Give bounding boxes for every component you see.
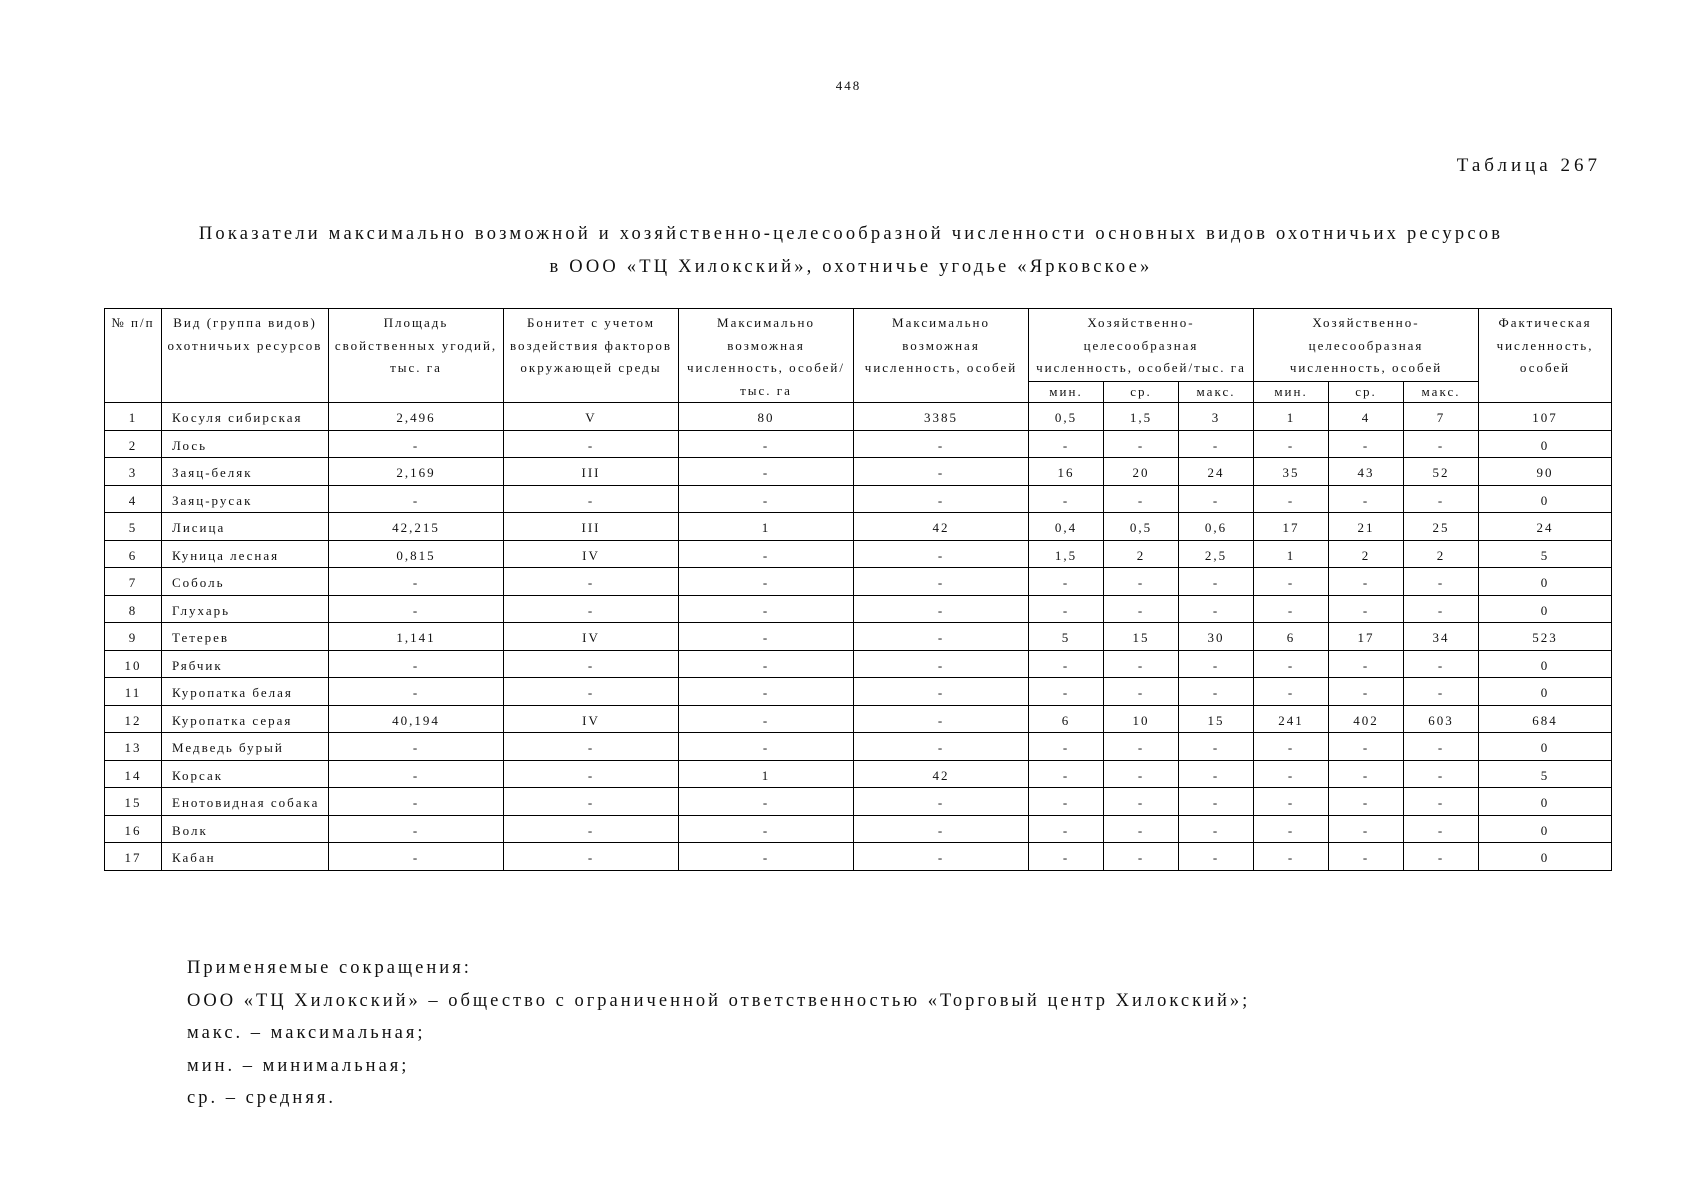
max-count-cell: - bbox=[854, 623, 1029, 651]
econ-density-avg-cell: 15 bbox=[1104, 623, 1179, 651]
table-title-line-2: в ООО «ТЦ Хилокский», охотничье угодье «Ярковское» bbox=[549, 257, 1153, 277]
econ-density-avg-cell: - bbox=[1104, 678, 1179, 706]
econ-count-min-cell: 6 bbox=[1254, 623, 1329, 651]
area-cell: - bbox=[329, 788, 504, 816]
econ-count-avg-cell: 21 bbox=[1329, 513, 1404, 541]
header-econ-count-min: мин. bbox=[1254, 381, 1329, 402]
table-row bbox=[105, 815, 1612, 843]
table-row bbox=[105, 568, 1612, 596]
header-econ-density: Хозяйственно-целесообразная численность, особей/тыс. га bbox=[1029, 309, 1254, 382]
actual-count-cell: 0 bbox=[1479, 678, 1612, 706]
max-count-cell: - bbox=[854, 650, 1029, 678]
econ-density-max-cell: - bbox=[1179, 788, 1254, 816]
note-item: ООО «ТЦ Хилокский» – общество с ограниченной ответственностью «Торговый центр Хилокский»; bbox=[187, 990, 1251, 1011]
max-density-cell: - bbox=[679, 650, 854, 678]
econ-density-avg-cell: - bbox=[1104, 430, 1179, 458]
econ-count-min-cell: - bbox=[1254, 843, 1329, 871]
bonitet-cell: III bbox=[504, 458, 679, 486]
page-number: 448 bbox=[835, 78, 862, 93]
max-density-cell: - bbox=[679, 705, 854, 733]
actual-count-cell: 684 bbox=[1479, 705, 1612, 733]
econ-count-min-cell: 35 bbox=[1254, 458, 1329, 486]
row-number-cell: 15 bbox=[105, 788, 162, 816]
header-econ-count-avg: ср. bbox=[1329, 381, 1404, 402]
table-row bbox=[105, 430, 1612, 458]
econ-count-max-cell: 25 bbox=[1404, 513, 1479, 541]
max-count-cell: - bbox=[854, 705, 1029, 733]
table-row bbox=[105, 513, 1612, 541]
species-name-cell: Куропатка белая bbox=[162, 678, 329, 706]
area-cell: 42,215 bbox=[329, 513, 504, 541]
max-density-cell: - bbox=[679, 788, 854, 816]
table-title bbox=[96, 218, 1606, 284]
econ-density-max-cell: - bbox=[1179, 733, 1254, 761]
econ-density-min-cell: - bbox=[1029, 650, 1104, 678]
table-row bbox=[105, 595, 1612, 623]
table-row bbox=[105, 678, 1612, 706]
econ-count-min-cell: 1 bbox=[1254, 403, 1329, 431]
area-cell: - bbox=[329, 678, 504, 706]
econ-count-max-cell: - bbox=[1404, 788, 1479, 816]
econ-count-avg-cell: 2 bbox=[1329, 540, 1404, 568]
max-density-cell: 1 bbox=[679, 513, 854, 541]
max-density-cell: - bbox=[679, 485, 854, 513]
table-row bbox=[105, 733, 1612, 761]
econ-count-max-cell: 2 bbox=[1404, 540, 1479, 568]
max-density-cell: - bbox=[679, 595, 854, 623]
bonitet-cell: - bbox=[504, 650, 679, 678]
bonitet-cell: - bbox=[504, 430, 679, 458]
actual-count-cell: 523 bbox=[1479, 623, 1612, 651]
header-econ-count-max: макс. bbox=[1404, 381, 1479, 402]
header-max-density: Максимально возможная численность, особей/тыс. га bbox=[679, 309, 854, 403]
species-name-cell: Соболь bbox=[162, 568, 329, 596]
header-num: № п/п bbox=[105, 309, 162, 403]
table-row bbox=[105, 760, 1612, 788]
econ-count-max-cell: - bbox=[1404, 595, 1479, 623]
actual-count-cell: 0 bbox=[1479, 595, 1612, 623]
econ-count-max-cell: - bbox=[1404, 430, 1479, 458]
econ-density-max-cell: - bbox=[1179, 485, 1254, 513]
econ-density-min-cell: - bbox=[1029, 678, 1104, 706]
econ-count-max-cell: - bbox=[1404, 650, 1479, 678]
area-cell: - bbox=[329, 568, 504, 596]
table-row bbox=[105, 540, 1612, 568]
econ-count-avg-cell: 17 bbox=[1329, 623, 1404, 651]
row-number-cell: 16 bbox=[105, 815, 162, 843]
row-number-cell: 6 bbox=[105, 540, 162, 568]
actual-count-cell: 0 bbox=[1479, 430, 1612, 458]
econ-density-min-cell: - bbox=[1029, 430, 1104, 458]
actual-count-cell: 0 bbox=[1479, 788, 1612, 816]
actual-count-cell: 0 bbox=[1479, 815, 1612, 843]
bonitet-cell: - bbox=[504, 843, 679, 871]
row-number-cell: 2 bbox=[105, 430, 162, 458]
econ-count-min-cell: - bbox=[1254, 815, 1329, 843]
table-row bbox=[105, 705, 1612, 733]
max-density-cell: - bbox=[679, 568, 854, 596]
econ-density-max-cell: 0,6 bbox=[1179, 513, 1254, 541]
row-number-cell: 7 bbox=[105, 568, 162, 596]
max-count-cell: - bbox=[854, 430, 1029, 458]
actual-count-cell: 0 bbox=[1479, 843, 1612, 871]
row-number-cell: 14 bbox=[105, 760, 162, 788]
row-number-cell: 17 bbox=[105, 843, 162, 871]
econ-count-avg-cell: 402 bbox=[1329, 705, 1404, 733]
table-caption: Таблица 267 bbox=[1456, 155, 1601, 176]
econ-count-max-cell: - bbox=[1404, 568, 1479, 596]
area-cell: - bbox=[329, 760, 504, 788]
econ-count-max-cell: 7 bbox=[1404, 403, 1479, 431]
econ-density-avg-cell: 2 bbox=[1104, 540, 1179, 568]
econ-count-min-cell: - bbox=[1254, 760, 1329, 788]
econ-density-avg-cell: 20 bbox=[1104, 458, 1179, 486]
table-row bbox=[105, 458, 1612, 486]
max-count-cell: - bbox=[854, 595, 1029, 623]
econ-count-min-cell: - bbox=[1254, 430, 1329, 458]
row-number-cell: 3 bbox=[105, 458, 162, 486]
table-row bbox=[105, 788, 1612, 816]
econ-count-min-cell: 17 bbox=[1254, 513, 1329, 541]
row-number-cell: 9 bbox=[105, 623, 162, 651]
area-cell: 1,141 bbox=[329, 623, 504, 651]
max-count-cell: - bbox=[854, 733, 1029, 761]
econ-density-max-cell: - bbox=[1179, 568, 1254, 596]
econ-density-avg-cell: 0,5 bbox=[1104, 513, 1179, 541]
econ-count-max-cell: - bbox=[1404, 843, 1479, 871]
header-area: Площадь свойственных угодий, тыс. га bbox=[329, 309, 504, 403]
econ-count-min-cell: - bbox=[1254, 650, 1329, 678]
actual-count-cell: 0 bbox=[1479, 485, 1612, 513]
row-number-cell: 5 bbox=[105, 513, 162, 541]
econ-count-avg-cell: - bbox=[1329, 733, 1404, 761]
bonitet-cell: - bbox=[504, 568, 679, 596]
actual-count-cell: 0 bbox=[1479, 650, 1612, 678]
econ-density-min-cell: - bbox=[1029, 733, 1104, 761]
note-item: мин. – минимальная; bbox=[187, 1055, 410, 1076]
econ-count-avg-cell: - bbox=[1329, 568, 1404, 596]
econ-count-max-cell: 603 bbox=[1404, 705, 1479, 733]
econ-density-max-cell: - bbox=[1179, 843, 1254, 871]
max-count-cell: 42 bbox=[854, 513, 1029, 541]
econ-count-avg-cell: - bbox=[1329, 815, 1404, 843]
econ-density-min-cell: - bbox=[1029, 760, 1104, 788]
econ-count-min-cell: - bbox=[1254, 485, 1329, 513]
species-name-cell: Рябчик bbox=[162, 650, 329, 678]
bonitet-cell: IV bbox=[504, 705, 679, 733]
econ-density-avg-cell: - bbox=[1104, 733, 1179, 761]
header-species: Вид (группа видов) охотничьих ресурсов bbox=[162, 309, 329, 403]
row-number-cell: 1 bbox=[105, 403, 162, 431]
econ-density-max-cell: - bbox=[1179, 760, 1254, 788]
header-bonitet: Бонитет с учетом воздействия факторов окружающей среды bbox=[504, 309, 679, 403]
bonitet-cell: - bbox=[504, 788, 679, 816]
bonitet-cell: - bbox=[504, 733, 679, 761]
row-number-cell: 4 bbox=[105, 485, 162, 513]
species-name-cell: Глухарь bbox=[162, 595, 329, 623]
max-count-cell: - bbox=[854, 815, 1029, 843]
econ-density-min-cell: - bbox=[1029, 595, 1104, 623]
species-name-cell: Заяц-беляк bbox=[162, 458, 329, 486]
actual-count-cell: 5 bbox=[1479, 760, 1612, 788]
bonitet-cell: IV bbox=[504, 623, 679, 651]
max-count-cell: - bbox=[854, 843, 1029, 871]
max-count-cell: 3385 bbox=[854, 403, 1029, 431]
econ-density-max-cell: - bbox=[1179, 815, 1254, 843]
econ-density-min-cell: 0,5 bbox=[1029, 403, 1104, 431]
econ-count-min-cell: - bbox=[1254, 788, 1329, 816]
max-density-cell: - bbox=[679, 843, 854, 871]
max-count-cell: 42 bbox=[854, 760, 1029, 788]
notes-heading: Применяемые сокращения: bbox=[187, 958, 472, 978]
econ-count-max-cell: - bbox=[1404, 678, 1479, 706]
species-name-cell: Кабан bbox=[162, 843, 329, 871]
econ-density-min-cell: - bbox=[1029, 788, 1104, 816]
econ-density-max-cell: 30 bbox=[1179, 623, 1254, 651]
econ-density-max-cell: 15 bbox=[1179, 705, 1254, 733]
econ-count-max-cell: - bbox=[1404, 760, 1479, 788]
species-name-cell: Волк bbox=[162, 815, 329, 843]
header-max-count: Максимально возможная численность, особей bbox=[854, 309, 1029, 403]
econ-density-min-cell: - bbox=[1029, 485, 1104, 513]
econ-count-avg-cell: - bbox=[1329, 678, 1404, 706]
max-density-cell: - bbox=[679, 815, 854, 843]
econ-count-avg-cell: - bbox=[1329, 485, 1404, 513]
econ-density-min-cell: 6 bbox=[1029, 705, 1104, 733]
area-cell: - bbox=[329, 595, 504, 623]
econ-density-avg-cell: 10 bbox=[1104, 705, 1179, 733]
actual-count-cell: 107 bbox=[1479, 403, 1612, 431]
bonitet-cell: - bbox=[504, 595, 679, 623]
area-cell: 40,194 bbox=[329, 705, 504, 733]
header-econ-count: Хозяйственно-целесообразная численность, особей bbox=[1254, 309, 1479, 382]
row-number-cell: 11 bbox=[105, 678, 162, 706]
table-row bbox=[105, 485, 1612, 513]
econ-density-min-cell: 1,5 bbox=[1029, 540, 1104, 568]
bonitet-cell: V bbox=[504, 403, 679, 431]
econ-density-max-cell: - bbox=[1179, 430, 1254, 458]
econ-count-avg-cell: - bbox=[1329, 650, 1404, 678]
area-cell: - bbox=[329, 733, 504, 761]
max-count-cell: - bbox=[854, 540, 1029, 568]
max-density-cell: 80 bbox=[679, 403, 854, 431]
econ-density-max-cell: - bbox=[1179, 595, 1254, 623]
econ-count-avg-cell: 43 bbox=[1329, 458, 1404, 486]
table-row bbox=[105, 650, 1612, 678]
species-name-cell: Корсак bbox=[162, 760, 329, 788]
table-row bbox=[105, 843, 1612, 871]
econ-count-max-cell: - bbox=[1404, 485, 1479, 513]
econ-density-avg-cell: 1,5 bbox=[1104, 403, 1179, 431]
econ-density-avg-cell: - bbox=[1104, 650, 1179, 678]
area-cell: - bbox=[329, 843, 504, 871]
note-item: макс. – максимальная; bbox=[187, 1023, 426, 1043]
bonitet-cell: IV bbox=[504, 540, 679, 568]
max-count-cell: - bbox=[854, 788, 1029, 816]
species-name-cell: Лось bbox=[162, 430, 329, 458]
header-econ-density-min: мин. bbox=[1029, 381, 1104, 402]
max-count-cell: - bbox=[854, 678, 1029, 706]
note-item: ср. – средняя. bbox=[187, 1088, 336, 1108]
econ-count-avg-cell: - bbox=[1329, 595, 1404, 623]
econ-density-avg-cell: - bbox=[1104, 595, 1179, 623]
species-name-cell: Тетерев bbox=[162, 623, 329, 651]
area-cell: 2,169 bbox=[329, 458, 504, 486]
bonitet-cell: III bbox=[504, 513, 679, 541]
econ-count-max-cell: 34 bbox=[1404, 623, 1479, 651]
area-cell: - bbox=[329, 485, 504, 513]
header-actual: Фактическая численность, особей bbox=[1479, 309, 1612, 403]
econ-density-avg-cell: - bbox=[1104, 815, 1179, 843]
econ-density-avg-cell: - bbox=[1104, 568, 1179, 596]
actual-count-cell: 5 bbox=[1479, 540, 1612, 568]
actual-count-cell: 90 bbox=[1479, 458, 1612, 486]
species-name-cell: Куропатка серая bbox=[162, 705, 329, 733]
actual-count-cell: 0 bbox=[1479, 733, 1612, 761]
species-name-cell: Куница лесная bbox=[162, 540, 329, 568]
econ-density-max-cell: 24 bbox=[1179, 458, 1254, 486]
species-name-cell: Медведь бурый bbox=[162, 733, 329, 761]
econ-count-min-cell: 241 bbox=[1254, 705, 1329, 733]
bonitet-cell: - bbox=[504, 678, 679, 706]
row-number-cell: 12 bbox=[105, 705, 162, 733]
actual-count-cell: 0 bbox=[1479, 568, 1612, 596]
species-name-cell: Лисица bbox=[162, 513, 329, 541]
table-title-line-1: Показатели максимально возможной и хозяйственно-целесообразной численности основных видов охотничьих ресурсов bbox=[198, 224, 1504, 244]
econ-density-min-cell: - bbox=[1029, 568, 1104, 596]
table-row bbox=[105, 623, 1612, 651]
max-density-cell: - bbox=[679, 458, 854, 486]
bonitet-cell: - bbox=[504, 815, 679, 843]
row-number-cell: 10 bbox=[105, 650, 162, 678]
econ-count-min-cell: - bbox=[1254, 678, 1329, 706]
econ-density-min-cell: - bbox=[1029, 815, 1104, 843]
species-name-cell: Косуля сибирская bbox=[162, 403, 329, 431]
max-count-cell: - bbox=[854, 568, 1029, 596]
max-density-cell: - bbox=[679, 623, 854, 651]
row-number-cell: 13 bbox=[105, 733, 162, 761]
species-name-cell: Заяц-русак bbox=[162, 485, 329, 513]
econ-density-max-cell: 3 bbox=[1179, 403, 1254, 431]
econ-density-avg-cell: - bbox=[1104, 485, 1179, 513]
econ-count-min-cell: 1 bbox=[1254, 540, 1329, 568]
econ-count-avg-cell: - bbox=[1329, 430, 1404, 458]
econ-density-max-cell: - bbox=[1179, 650, 1254, 678]
area-cell: - bbox=[329, 815, 504, 843]
header-econ-density-max: макс. bbox=[1179, 381, 1254, 402]
econ-count-min-cell: - bbox=[1254, 733, 1329, 761]
bonitet-cell: - bbox=[504, 485, 679, 513]
econ-count-avg-cell: - bbox=[1329, 760, 1404, 788]
econ-density-avg-cell: - bbox=[1104, 843, 1179, 871]
econ-count-max-cell: - bbox=[1404, 815, 1479, 843]
bonitet-cell: - bbox=[504, 760, 679, 788]
max-density-cell: - bbox=[679, 678, 854, 706]
actual-count-cell: 24 bbox=[1479, 513, 1612, 541]
max-density-cell: - bbox=[679, 430, 854, 458]
econ-count-max-cell: - bbox=[1404, 733, 1479, 761]
econ-density-avg-cell: - bbox=[1104, 788, 1179, 816]
econ-count-max-cell: 52 bbox=[1404, 458, 1479, 486]
species-name-cell: Енотовидная собака bbox=[162, 788, 329, 816]
max-density-cell: 1 bbox=[679, 760, 854, 788]
econ-count-avg-cell: 4 bbox=[1329, 403, 1404, 431]
max-density-cell: - bbox=[679, 733, 854, 761]
header-econ-density-avg: ср. bbox=[1104, 381, 1179, 402]
econ-count-avg-cell: - bbox=[1329, 843, 1404, 871]
table-row bbox=[105, 403, 1612, 431]
area-cell: 0,815 bbox=[329, 540, 504, 568]
max-count-cell: - bbox=[854, 458, 1029, 486]
econ-density-min-cell: - bbox=[1029, 843, 1104, 871]
abbreviations-notes bbox=[187, 952, 1250, 1115]
econ-density-min-cell: 0,4 bbox=[1029, 513, 1104, 541]
econ-count-min-cell: - bbox=[1254, 595, 1329, 623]
econ-density-max-cell: 2,5 bbox=[1179, 540, 1254, 568]
econ-density-min-cell: 5 bbox=[1029, 623, 1104, 651]
row-number-cell: 8 bbox=[105, 595, 162, 623]
data-table bbox=[104, 308, 1612, 871]
econ-count-avg-cell: - bbox=[1329, 788, 1404, 816]
max-density-cell: - bbox=[679, 540, 854, 568]
table-body bbox=[105, 403, 1612, 871]
area-cell: 2,496 bbox=[329, 403, 504, 431]
max-count-cell: - bbox=[854, 485, 1029, 513]
econ-density-min-cell: 16 bbox=[1029, 458, 1104, 486]
econ-count-min-cell: - bbox=[1254, 568, 1329, 596]
econ-density-avg-cell: - bbox=[1104, 760, 1179, 788]
econ-density-max-cell: - bbox=[1179, 678, 1254, 706]
area-cell: - bbox=[329, 650, 504, 678]
area-cell: - bbox=[329, 430, 504, 458]
